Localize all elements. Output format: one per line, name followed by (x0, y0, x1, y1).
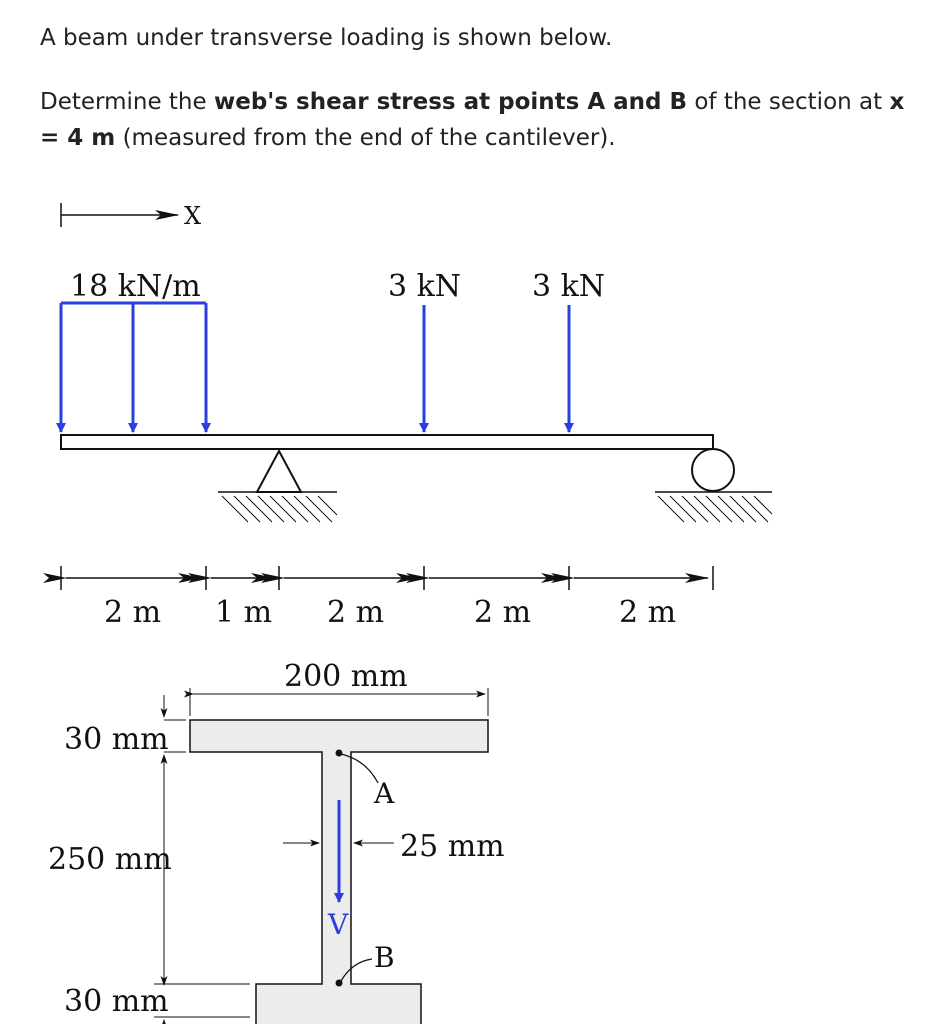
distributed-load (61, 269, 206, 432)
question-text: Determine the web's shear stress at points A and B of the section at x = 4 m (measured from the end of the cantilever). (40, 89, 905, 151)
point-load-1-label: 3 kN (388, 269, 462, 304)
flange-width-dimension (190, 659, 488, 716)
point-a-label: A (374, 777, 395, 810)
x-axis-label: X (184, 202, 202, 230)
span-dimensions (61, 566, 713, 590)
point-load-1 (388, 269, 461, 432)
distributed-load-label: 18 kN/m (70, 269, 201, 304)
span-3-label: 2 m (327, 595, 385, 630)
shear-label: V (328, 908, 349, 941)
x-axis-indicator (61, 202, 201, 230)
span-5-label: 2 m (619, 595, 677, 630)
question-bold-2: x = 4 m (40, 89, 905, 151)
web-thickness-dimension (283, 829, 505, 864)
bottom-flange-thickness-label: 30 mm (64, 984, 169, 1019)
span-4-label: 2 m (474, 595, 532, 630)
beam (61, 435, 713, 449)
intro-text: A beam under transverse loading is shown below. (40, 25, 613, 51)
web-height-label: 250 mm (48, 842, 172, 877)
span-1-label: 2 m (104, 595, 162, 630)
roller-support (655, 449, 772, 522)
span-2-label: 1 m (215, 595, 273, 630)
point-load-2 (532, 269, 605, 432)
web-thickness-label: 25 mm (400, 829, 505, 864)
pin-support (218, 451, 337, 522)
point-load-2-label: 3 kN (532, 269, 606, 304)
point-b-label: B (374, 941, 395, 974)
flange-width-label: 200 mm (284, 659, 408, 694)
top-flange-thickness-label: 30 mm (64, 722, 169, 757)
question-bold-1: web's shear stress at points A and B (213, 89, 688, 115)
